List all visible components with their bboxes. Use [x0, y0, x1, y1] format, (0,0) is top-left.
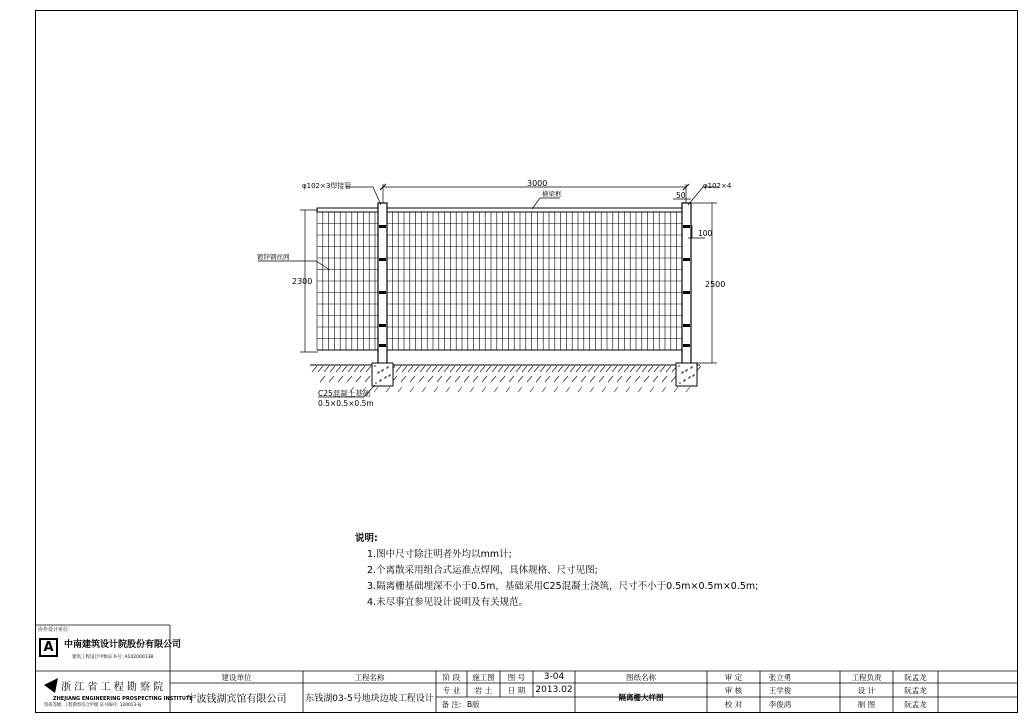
note-item: 3.隔离栅基础埋深不小于0.5m，基础采用C25混凝土浇筑，尺寸不小于0.5m×0.5m×0.5m;: [367, 581, 759, 592]
approve-label: 审 定: [724, 672, 743, 682]
ground-hatch: [312, 366, 701, 392]
label-height-right: 2500: [705, 280, 726, 289]
label-foundation: C25混凝土基础: [318, 389, 371, 398]
stage-value: 施工图: [472, 672, 495, 682]
institute-name-en: ZHEJIANG ENGINEERING PROSPECTING INSTITUTE: [53, 696, 193, 702]
client-name: 宁波钱湖宾馆有限公司: [186, 694, 287, 705]
institute-logo-icon: [44, 678, 58, 693]
note-item: 2.个离散采用组合式运准点焊网，具体规格、尺寸见图;: [367, 565, 598, 576]
design-signature: 阮孟龙: [904, 685, 927, 695]
review-signature: 王学俊: [768, 685, 792, 695]
lead-signature: 阮孟龙: [904, 672, 927, 682]
fence-mesh: [317, 212, 688, 350]
label-height-left: 2300: [292, 277, 313, 286]
label-rail: 横梁框: [542, 190, 562, 198]
drawing-name: 隔离栅大样图: [618, 693, 664, 702]
drawing-no-label: 图 号: [507, 672, 526, 682]
design-notes: [357, 531, 758, 611]
seal-cert: 建筑工程设计甲级证书号: A142000138: [72, 655, 154, 660]
label-offset-50: 50: [676, 191, 686, 200]
remark-value: B版: [467, 700, 480, 709]
drawing-no-value: 3-04: [543, 672, 565, 682]
institute-cert: 资质等级: 工程勘察综合甲级 证书编号: 120013-kj: [44, 703, 142, 708]
check-label: 校 对: [724, 700, 743, 709]
check-signature: 李俊鸿: [768, 700, 792, 709]
approve-signature: 张立勇: [768, 672, 792, 682]
client-header: 建设单位: [221, 672, 252, 682]
notes-heading: 说明:: [355, 533, 378, 544]
stage-label: 阶 段: [442, 672, 461, 682]
remark-label: 备 注:: [441, 700, 462, 709]
date-value: 2013.02: [535, 685, 573, 695]
note-item: 1.图中尺寸除注明者外均以mm计;: [367, 549, 512, 560]
drawing-name-header: 图纸名称: [626, 672, 656, 682]
project-name: 东钱湖03-5号地块边坡工程设计: [305, 694, 434, 704]
institute-name: 浙 江 省 工 程 勘 察 院: [61, 682, 164, 693]
draw-signature: 阮孟龙: [904, 700, 927, 709]
label-foundation-size: 0.5×0.5×0.5m: [318, 399, 374, 408]
label-pipe-right: φ102×4: [703, 182, 732, 190]
discipline-label: 专 业: [442, 685, 461, 695]
post-clips: [379, 225, 690, 347]
foundation-concrete-dots: [374, 365, 694, 383]
note-item: 4.未尽事宜参见设计说明及有关规范。: [367, 597, 529, 608]
label-offset-100: 100: [698, 229, 713, 238]
project-header: 工程名称: [354, 672, 385, 682]
date-label: 日 期: [507, 685, 526, 695]
seal-company: 中南建筑设计院股份有限公司: [64, 640, 182, 650]
review-label: 审 核: [724, 685, 743, 695]
discipline-value: 岩 土: [474, 685, 493, 695]
company-logo-icon: A: [39, 638, 58, 657]
seal-caption: 协作设计单位:: [38, 627, 70, 633]
draw-label: 制 图: [857, 700, 876, 709]
label-mesh: 镀锌钢丝网: [257, 253, 290, 261]
label-pipe-left: φ102×3焊接管: [302, 182, 352, 190]
top-rail: [317, 208, 688, 212]
lead-label: 工程负责: [851, 672, 882, 682]
label-top-dimension: 3000: [527, 179, 548, 188]
design-label: 设 计: [857, 685, 876, 695]
